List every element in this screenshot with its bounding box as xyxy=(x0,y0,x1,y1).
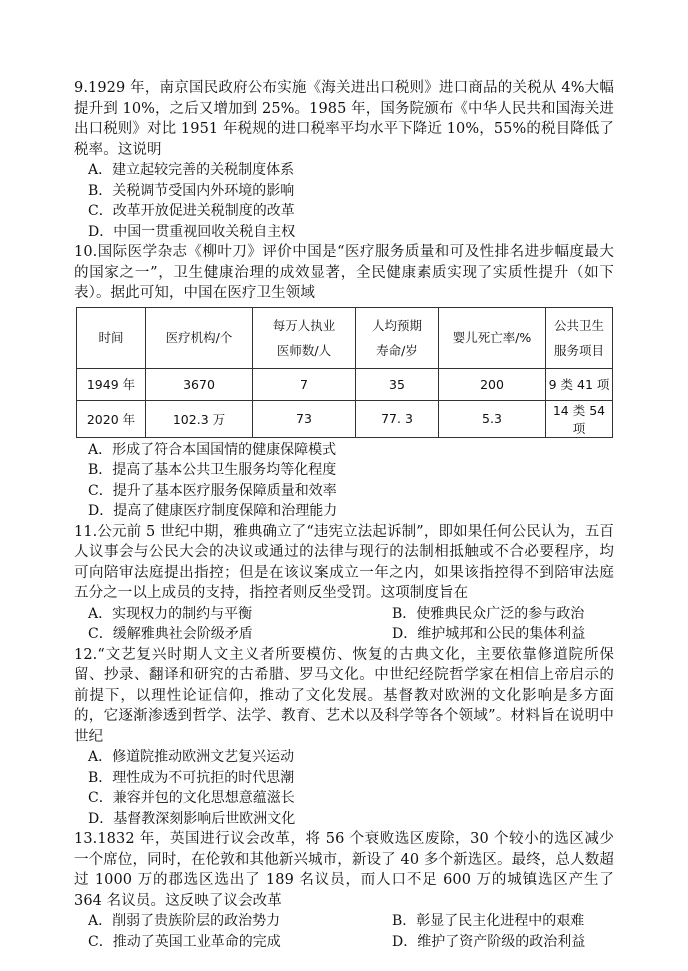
healthcare-table xyxy=(76,307,613,438)
option-a: A．削弱了贵族阶层的政治势力 xyxy=(88,913,281,929)
option-row xyxy=(74,911,614,932)
question-11 xyxy=(74,522,614,645)
table-cell: 102.3 万 xyxy=(146,400,253,437)
header-life-l2: 寿命/岁 xyxy=(376,342,418,358)
table-cell: 14 类 54 项 xyxy=(546,400,613,437)
option-b: B．理性成为不可抗拒的时代思潮 xyxy=(88,769,295,786)
question-12 xyxy=(74,645,614,830)
option-b: B．提高了基本公共卫生服务均等化程度 xyxy=(88,462,337,478)
header-ph-l2: 服务项目 xyxy=(553,342,604,358)
option-d: D．基督教深刻影响后世欧洲文化 xyxy=(88,810,296,827)
option-b: B．使雅典民众广泛的参与政治 xyxy=(392,605,585,622)
table-cell: 9 类 41 项 xyxy=(546,368,613,400)
option-a: A．建立起较完善的关税制度体系 xyxy=(88,162,295,178)
table-cell: 2020 年 xyxy=(77,400,146,437)
option-a: A．形成了符合本国国情的健康保障模式 xyxy=(88,441,337,458)
question-stem: 12.“文艺复兴时期人文主义者所要模仿、恢复的古典文化，主要依靠修道院所保留、抄录、翻译和研究的古希腊、罗马文化。中世纪经院哲学家在相信上帝启示的前提下，以理性论证信仰，推动了文化发展。基督教对欧洲的文化影响是多方面的，它逐渐渗透到哲学、法学、教育、艺术以及科学等各个领域”。材料旨在说明中世纪 xyxy=(74,646,614,745)
table-cell: 1949 年 xyxy=(77,368,146,400)
question-stem: 13.1832 年，英国进行议会改革，将 56 个衰败选区废除，30 个较小的选区减少一个席位，同时，在伦敦和其他新兴城市，新设了 40 多个新选区。最终，总人数超过 1000 万的郡选区选出了 189 名议员，而人口不足 600 万的城镇选区产生了 364 名议员。这反映了议会改革 xyxy=(74,831,614,909)
header-infant-mortality: 婴儿死亡率/% xyxy=(439,307,546,368)
table-cell: 73 xyxy=(253,400,356,437)
table-cell: 35 xyxy=(356,368,439,400)
question-stem: 11.公元前 5 世纪中期，雅典确立了“违宪立法起诉制”，即如果任何公民认为，五百人议事会与公民大会的决议或通过的法律与现行的法制相抵触或不合必要程序，均可向陪审法庭提出指控；但是在该议案成立一年之内，如果该指控得不到陪审法庭五分之一以上成员的支持，指控者则反坐受罚。这项制度旨在 xyxy=(74,523,614,601)
header-physicians-l2: 医师数/人 xyxy=(276,342,332,358)
option-d: D．中国一贯重视回收关税自主权 xyxy=(88,223,296,240)
header-public-health xyxy=(546,307,613,368)
table-cell: 77. 3 xyxy=(356,400,439,437)
question-9 xyxy=(74,78,614,242)
option-c: C．改革开放促进关税制度的改革 xyxy=(88,203,295,219)
option-d: D．维护城邦和公民的集体利益 xyxy=(392,626,586,642)
option-c: C．推动了英国工业革命的完成 xyxy=(88,933,281,950)
table-cell: 7 xyxy=(253,368,356,400)
option-a: A．实现权力的制约与平衡 xyxy=(88,605,253,622)
option-c: C．缓解雅典社会阶级矛盾 xyxy=(88,626,253,642)
header-physicians-l1: 每万人执业 xyxy=(272,317,336,333)
option-a: A．修道院推动欧洲文艺复兴运动 xyxy=(88,749,295,765)
question-10 xyxy=(74,242,614,522)
option-row xyxy=(74,932,614,953)
question-13 xyxy=(74,829,614,952)
option-c: C．提升了基本医疗服务保障质量和效率 xyxy=(88,482,337,499)
header-time: 时间 xyxy=(77,307,146,368)
question-stem: 10.国际医学杂志《柳叶刀》评价中国是“医疗服务质量和可及性排名进步幅度最大的国家之一”，卫生健康治理的成效显著，全民健康素质实现了实质性提升（如下表）。据此可知，中国在医疗卫生领域 xyxy=(74,244,614,301)
option-row xyxy=(74,604,614,625)
option-b: B．彰显了民主化进程中的艰难 xyxy=(392,913,585,929)
header-life-l1: 人均预期 xyxy=(371,317,422,333)
exam-page xyxy=(74,78,614,952)
table-row xyxy=(77,400,613,437)
table-cell: 200 xyxy=(439,368,546,400)
table-header-row xyxy=(77,307,613,368)
table-cell: 5.3 xyxy=(439,400,546,437)
header-institutions: 医疗机构/个 xyxy=(146,307,253,368)
table-cell: 3670 xyxy=(146,368,253,400)
header-life-expectancy xyxy=(356,307,439,368)
option-b: B．关税调节受国内外环境的影响 xyxy=(88,182,295,199)
table-row xyxy=(77,368,613,400)
option-d: D．维护了资产阶级的政治利益 xyxy=(392,933,586,950)
option-d: D．提高了健康医疗制度保障和治理能力 xyxy=(88,503,338,519)
option-c: C．兼容并包的文化思想意蕴滋长 xyxy=(88,790,295,806)
question-stem: 9.1929 年，南京国民政府公布实施《海关进出口税则》进口商品的关税从 4%大幅提升到 10%，之后又增加到 25%。1985 年，国务院颁布《中华人民共和国海关进出口税则》对比 1951 年税规的进口税率平均水平下降近 10%，55%的税目降低了税率。这说明 xyxy=(74,80,614,158)
header-physicians xyxy=(253,307,356,368)
option-row xyxy=(74,624,614,645)
header-ph-l1: 公共卫生 xyxy=(553,317,604,333)
